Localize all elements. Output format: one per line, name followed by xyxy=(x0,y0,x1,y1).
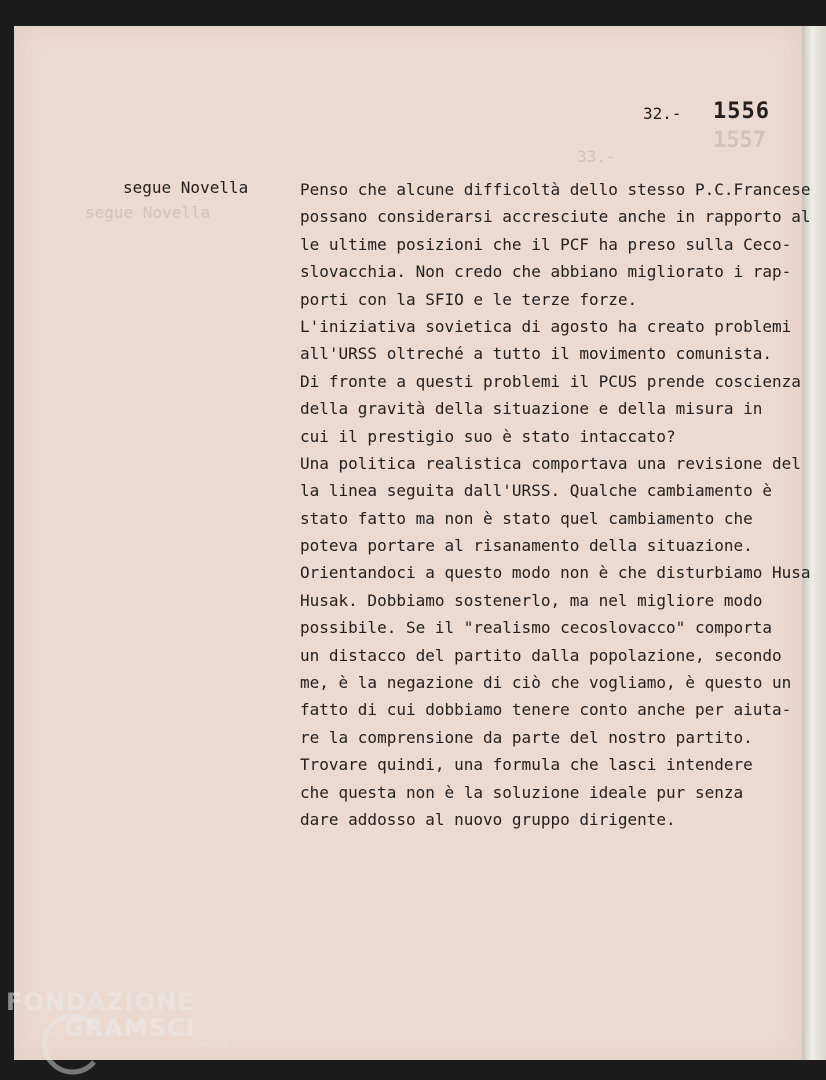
text-line: fatto di cui dobbiamo tenere conto anche per aiuta- xyxy=(300,700,792,720)
text-line: della gravità della situazione e della misura in xyxy=(300,399,763,419)
text-line: possano considerarsi accresciute anche in rapporto al xyxy=(300,207,811,227)
text-line: Trovare quindi, una formula che lasci intendere xyxy=(300,755,753,775)
watermark-suffix: onlus xyxy=(199,1040,229,1050)
text-line: dare addosso al nuovo gruppo dirigente. xyxy=(300,809,676,829)
show-through-page-number: 1557 xyxy=(713,128,766,153)
text-line: porti con la SFIO e le terze forze. xyxy=(300,289,638,309)
text-line: slovacchia. Non credo che abbiano migliorato i rap- xyxy=(300,262,792,282)
show-through-page-ref: 33.- xyxy=(577,147,616,166)
text-line: re la comprensione da parte del nostro partito. xyxy=(300,727,753,747)
text-line: Husak. Dobbiamo sostenerlo, ma nel migliore modo xyxy=(300,590,763,610)
page-reference: 32.- xyxy=(643,104,682,123)
text-line: L'iniziativa sovietica di agosto ha creato problemi xyxy=(300,316,792,336)
page-number: 1556 xyxy=(713,99,770,124)
text-line: Una politica realistica comportava una revisione del xyxy=(300,453,801,473)
section-label: segue Novella xyxy=(123,178,249,197)
text-line: stato fatto ma non è stato quel cambiamento che xyxy=(300,508,753,528)
watermark-arc-icon xyxy=(34,1012,104,1076)
text-line: che questa non è la soluzione ideale pur senza xyxy=(300,782,744,802)
watermark-line-2: GRAMSCI xyxy=(64,1014,196,1042)
text-line: all'URSS oltreché a tutto il movimento comunista. xyxy=(300,344,773,364)
watermark-logo xyxy=(6,988,229,1050)
text-line: me, è la negazione di ciò che vogliamo, è questo un xyxy=(300,673,792,693)
body-text xyxy=(300,176,810,833)
text-line: Penso che alcune difficoltà dello stesso P.C.Francese xyxy=(300,180,811,199)
text-line: cui il prestigio suo è stato intaccato? xyxy=(300,426,676,446)
text-line: un distacco del partito dalla popolazione, secondo xyxy=(300,645,782,665)
text-line: le ultime posizioni che il PCF ha preso sulla Ceco- xyxy=(300,234,792,254)
text-line: poteva portare al risanamento della situazione. xyxy=(300,536,753,556)
text-line: la linea seguita dall'URSS. Qualche cambiamento è xyxy=(300,481,773,501)
show-through-section-label: segue Novella xyxy=(85,203,211,222)
text-line: possibile. Se il "realismo cecoslovacco" comporta xyxy=(300,618,773,638)
text-line: Di fronte a questi problemi il PCUS prende coscienza xyxy=(300,371,801,391)
watermark-line-1: FONDAZIONE xyxy=(6,988,195,1016)
text-line: Orientandoci a questo modo non è che disturbiamo Husa xyxy=(300,563,811,583)
